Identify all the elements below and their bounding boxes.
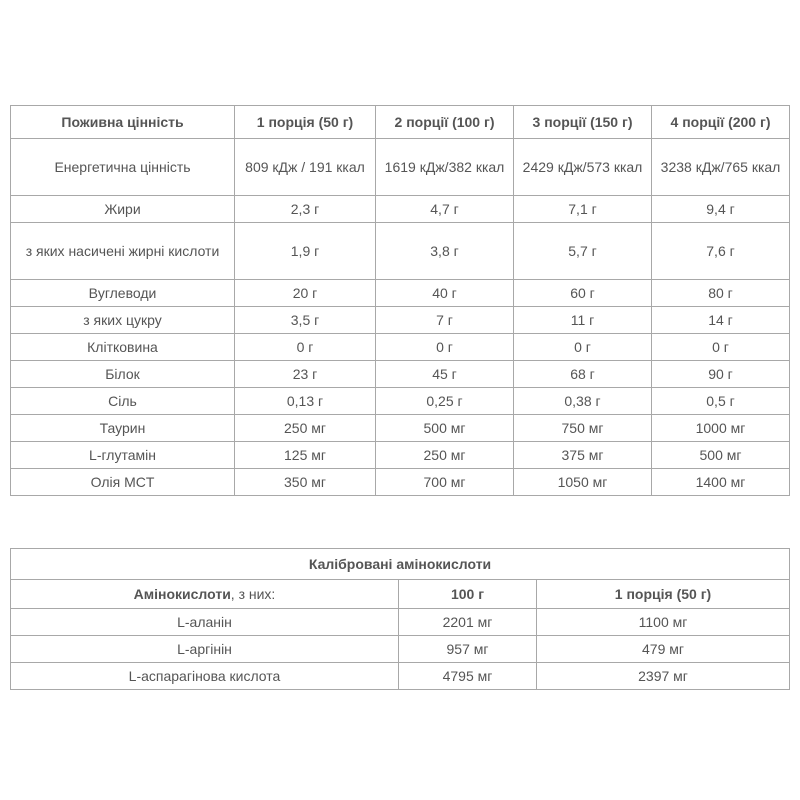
nutrition-header-row xyxy=(11,106,790,139)
table-row xyxy=(11,442,790,469)
cell-value: 700 мг xyxy=(376,469,514,496)
cell-value: 7,6 г xyxy=(652,223,790,280)
cell-value: 11 г xyxy=(514,307,652,334)
cell-value: 375 мг xyxy=(514,442,652,469)
cell-value: 1619 кДж/382 ккал xyxy=(376,139,514,196)
row-label: Клітковина xyxy=(11,334,235,361)
cell-value: 2,3 г xyxy=(235,196,376,223)
row-label: з яких цукру xyxy=(11,307,235,334)
amino-value-100g: 957 мг xyxy=(399,636,537,663)
header-nutrient: Поживна цінність xyxy=(11,106,235,139)
cell-value: 125 мг xyxy=(235,442,376,469)
cell-value: 7 г xyxy=(376,307,514,334)
cell-value: 0 г xyxy=(652,334,790,361)
table-row xyxy=(11,636,790,663)
cell-value: 68 г xyxy=(514,361,652,388)
row-label: Вуглеводи xyxy=(11,280,235,307)
amino-header-row xyxy=(11,580,790,609)
nutrition-table xyxy=(10,105,790,496)
table-row xyxy=(11,196,790,223)
cell-value: 0 г xyxy=(514,334,652,361)
table-row xyxy=(11,334,790,361)
cell-value: 90 г xyxy=(652,361,790,388)
amino-header-label-rest: , з них: xyxy=(230,586,276,602)
amino-value-portion: 1100 мг xyxy=(537,609,790,636)
cell-value: 2429 кДж/573 ккал xyxy=(514,139,652,196)
row-label: з яких насичені жирні кислоти xyxy=(11,223,235,280)
table-row xyxy=(11,663,790,690)
cell-value: 60 г xyxy=(514,280,652,307)
cell-value: 4,7 г xyxy=(376,196,514,223)
row-label: Жири xyxy=(11,196,235,223)
cell-value: 20 г xyxy=(235,280,376,307)
cell-value: 3,8 г xyxy=(376,223,514,280)
table-row xyxy=(11,361,790,388)
table-row xyxy=(11,415,790,442)
table-row xyxy=(11,469,790,496)
amino-label: L-аспарагінова кислота xyxy=(11,663,399,690)
cell-value: 0,5 г xyxy=(652,388,790,415)
amino-title-row xyxy=(11,549,790,580)
row-label: Білок xyxy=(11,361,235,388)
header-portion-3: 3 порції (150 г) xyxy=(514,106,652,139)
cell-value: 0,13 г xyxy=(235,388,376,415)
cell-value: 1000 мг xyxy=(652,415,790,442)
row-label: Таурин xyxy=(11,415,235,442)
cell-value: 0 г xyxy=(376,334,514,361)
cell-value: 500 мг xyxy=(652,442,790,469)
cell-value: 0,38 г xyxy=(514,388,652,415)
cell-value: 0,25 г xyxy=(376,388,514,415)
cell-value: 23 г xyxy=(235,361,376,388)
amino-header-label xyxy=(11,580,399,609)
cell-value: 45 г xyxy=(376,361,514,388)
cell-value: 0 г xyxy=(235,334,376,361)
amino-header-100g: 100 г xyxy=(399,580,537,609)
cell-value: 40 г xyxy=(376,280,514,307)
cell-value: 250 мг xyxy=(376,442,514,469)
amino-header-portion: 1 порція (50 г) xyxy=(537,580,790,609)
amino-value-100g: 4795 мг xyxy=(399,663,537,690)
row-label: Олія MCT xyxy=(11,469,235,496)
row-label: L-глутамін xyxy=(11,442,235,469)
cell-value: 809 кДж / 191 ккал xyxy=(235,139,376,196)
cell-value: 750 мг xyxy=(514,415,652,442)
amino-table-title: Калібровані амінокислоти xyxy=(11,549,790,580)
amino-value-portion: 479 мг xyxy=(537,636,790,663)
amino-acids-table xyxy=(10,548,790,690)
cell-value: 1400 мг xyxy=(652,469,790,496)
cell-value: 7,1 г xyxy=(514,196,652,223)
amino-label: L-аланін xyxy=(11,609,399,636)
cell-value: 3238 кДж/765 ккал xyxy=(652,139,790,196)
table-row xyxy=(11,609,790,636)
cell-value: 250 мг xyxy=(235,415,376,442)
table-row xyxy=(11,307,790,334)
cell-value: 500 мг xyxy=(376,415,514,442)
table-row xyxy=(11,223,790,280)
cell-value: 5,7 г xyxy=(514,223,652,280)
table-row xyxy=(11,388,790,415)
cell-value: 1050 мг xyxy=(514,469,652,496)
header-portion-1: 1 порція (50 г) xyxy=(235,106,376,139)
row-label: Енергетична цінність xyxy=(11,139,235,196)
header-portion-2: 2 порції (100 г) xyxy=(376,106,514,139)
cell-value: 3,5 г xyxy=(235,307,376,334)
cell-value: 9,4 г xyxy=(652,196,790,223)
amino-value-100g: 2201 мг xyxy=(399,609,537,636)
table-row xyxy=(11,139,790,196)
header-portion-4: 4 порції (200 г) xyxy=(652,106,790,139)
cell-value: 80 г xyxy=(652,280,790,307)
cell-value: 350 мг xyxy=(235,469,376,496)
amino-header-label-bold: Амінокислоти xyxy=(133,586,231,602)
table-row xyxy=(11,280,790,307)
amino-label: L-аргінін xyxy=(11,636,399,663)
row-label: Сіль xyxy=(11,388,235,415)
cell-value: 14 г xyxy=(652,307,790,334)
amino-value-portion: 2397 мг xyxy=(537,663,790,690)
cell-value: 1,9 г xyxy=(235,223,376,280)
